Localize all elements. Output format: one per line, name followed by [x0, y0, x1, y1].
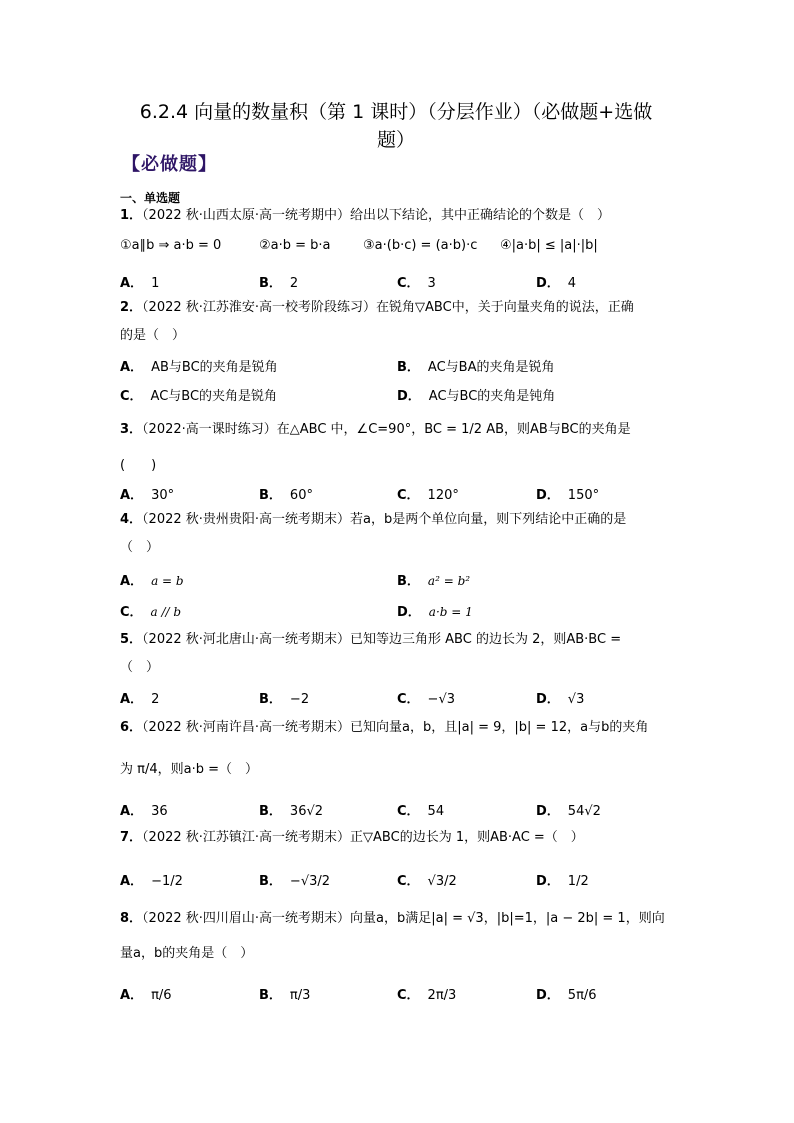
option-d[interactable]: D． 1/2 [536, 874, 589, 889]
question-2 [120, 294, 680, 350]
question-6 [120, 714, 680, 742]
question-source: （2022 秋·河北唐山·高一统考期末） [142, 632, 351, 647]
question-5-options [120, 688, 680, 712]
option-d[interactable]: D． 4 [536, 276, 577, 291]
question-4 [120, 506, 680, 562]
question-number: 2． [120, 300, 143, 315]
question-6-options [120, 800, 680, 824]
question-2-options-row-1 [120, 356, 680, 380]
question-1 [120, 202, 680, 230]
page-title [118, 98, 674, 154]
question-source: （2022 秋·山西太原·高一统考期中） [142, 208, 351, 223]
question-text-line-1: 在锐角▽ABC中，关于向量夹角的说法，正确 [376, 300, 634, 315]
question-source: （2022 秋·江苏淮安·高一校考阶段练习） [142, 300, 377, 315]
option-b[interactable]: B． −√3/2 [259, 874, 331, 889]
question-text: 在△ABC 中，∠C=90°，BC = 1/2 AB，则AB与BC的夹角是 [276, 422, 631, 437]
question-5 [120, 626, 680, 682]
option-d[interactable]: D． √3 [536, 692, 585, 707]
question-number: 8． [120, 911, 143, 926]
question-number: 7． [120, 830, 143, 845]
question-8-options [120, 984, 680, 1008]
option-a[interactable]: A． −1/2 [120, 874, 183, 889]
question-8-line-2: 量a，b的夹角是（ ） [120, 946, 254, 961]
option-a[interactable]: A． 30° [120, 488, 175, 503]
option-a[interactable]: A． 1 [120, 276, 160, 291]
option-d[interactable]: D． AC与BC的夹角是钝角 [397, 389, 556, 404]
question-6-line-2: 为 π/4，则a·b =（ ） [120, 762, 258, 777]
option-c[interactable]: C． 120° [397, 488, 459, 503]
question-source: （2022 秋·贵州贵阳·高一统考期末） [142, 512, 351, 527]
question-1-statements [120, 238, 680, 262]
option-d[interactable]: D． 150° [536, 488, 600, 503]
option-c[interactable]: C． AC与BC的夹角是锐角 [120, 389, 278, 404]
question-source: （2022 秋·江苏镇江·高一统考期末） [142, 830, 351, 845]
statement-3: ③a·(b·c) = (a·b)·c [363, 238, 478, 253]
option-a[interactable]: A． π/6 [120, 988, 172, 1003]
question-text-line-2: 的是（ ） [120, 328, 186, 343]
option-b[interactable]: B． a² = b² [397, 574, 471, 589]
question-paren: （ ） [120, 540, 160, 555]
title-line-2: 题） [376, 129, 415, 151]
question-7 [120, 824, 680, 852]
section-heading-required: 【必做题】 [122, 154, 217, 175]
option-c[interactable]: C． 2π/3 [397, 988, 457, 1003]
option-a[interactable]: A． AB与BC的夹角是锐角 [120, 360, 278, 375]
question-number: 4． [120, 512, 143, 527]
question-number: 6． [120, 720, 143, 735]
question-8 [120, 905, 680, 933]
question-text-line-1: 已知向量a，b，且|a| = 9，|b| = 12，a与b的夹角 [350, 720, 649, 735]
statement-1: ①a∥b ⇒ a·b = 0 [120, 238, 222, 253]
option-c[interactable]: C． 3 [397, 276, 436, 291]
question-source: （2022·高一课时练习） [142, 422, 277, 437]
question-text: 若a，b是两个单位向量，则下列结论中正确的是 [350, 512, 627, 527]
question-1-options [120, 272, 680, 296]
option-b[interactable]: B． −2 [259, 692, 310, 707]
option-c[interactable]: C． a // b [120, 605, 182, 620]
question-7-options [120, 870, 680, 894]
title-line-1: 6.2.4 向量的数量积（第 1 课时）（分层作业）（必做题+选做 [139, 101, 653, 123]
option-b[interactable]: B． 2 [259, 276, 299, 291]
option-c[interactable]: C． √3/2 [397, 874, 457, 889]
option-c[interactable]: C． 54 [397, 804, 445, 819]
option-b[interactable]: B． 36√2 [259, 804, 324, 819]
statement-2: ②a·b = b·a [259, 238, 331, 253]
question-number: 5． [120, 632, 143, 647]
question-text: 给出以下结论，其中正确结论的个数是（ ） [350, 208, 611, 223]
option-b[interactable]: B． π/3 [259, 988, 311, 1003]
option-b[interactable]: B． 60° [259, 488, 313, 503]
option-d[interactable]: D． 54√2 [536, 804, 601, 819]
question-4-options-row-1 [120, 570, 680, 594]
option-a[interactable]: A． 2 [120, 692, 160, 707]
question-2-options-row-2 [120, 385, 680, 409]
statement-4: ④|a·b| ≤ |a|·|b| [500, 238, 598, 253]
option-a[interactable]: A． 36 [120, 804, 168, 819]
question-source: （2022 秋·河南许昌·高一统考期末） [142, 720, 351, 735]
question-number: 3． [120, 422, 143, 437]
question-paren: （ ） [120, 660, 160, 675]
option-a[interactable]: A． a = b [120, 574, 184, 589]
question-3-options [120, 484, 680, 508]
question-4-options-row-2 [120, 601, 680, 625]
option-c[interactable]: C． −√3 [397, 692, 455, 707]
option-b[interactable]: B． AC与BA的夹角是锐角 [397, 360, 555, 375]
question-3 [120, 416, 680, 444]
question-text: 正▽ABC的边长为 1，则AB·AC =（ ） [350, 830, 584, 845]
question-text: 已知等边三角形 ABC 的边长为 2，则AB·BC = [350, 632, 622, 647]
question-number: 1． [120, 208, 143, 223]
question-text-line-1: 向量a，b满足|a| = √3，|b|=1，|a − 2b| = 1，则向 [350, 911, 665, 926]
question-source: （2022 秋·四川眉山·高一统考期末） [142, 911, 351, 926]
part-heading-single-choice: 一、单选题 [120, 191, 181, 205]
question-3-paren: ( ) [120, 458, 157, 473]
option-d[interactable]: D． a·b = 1 [397, 605, 473, 620]
option-d[interactable]: D． 5π/6 [536, 988, 597, 1003]
